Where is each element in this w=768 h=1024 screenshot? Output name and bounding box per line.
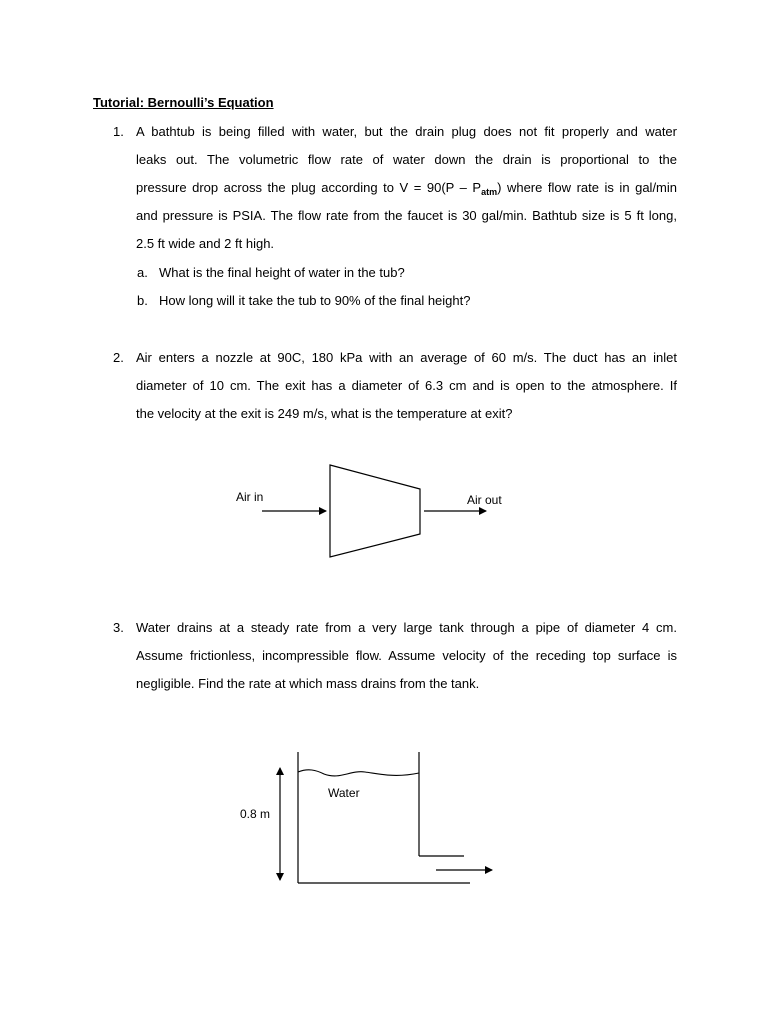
nozzle-shape [330, 465, 420, 557]
question-2-number: 2. [113, 350, 124, 365]
water-label: Water [328, 786, 360, 800]
nozzle-diagram [236, 465, 502, 557]
question-3-line-3: negligible. Find the rate at which mass drains from the tank. [136, 676, 480, 691]
tank-diagram [240, 752, 492, 883]
question-1a-text: What is the final height of water in the tub? [159, 265, 405, 280]
page-title: Tutorial: Bernoulli’s Equation [93, 95, 274, 110]
question-2-line-3: the velocity at the exit is 249 m/s, what is the temperature at exit? [136, 406, 513, 421]
question-1-line-1: A bathtub is being filled with water, but the drain plug does not fit properly and water [136, 124, 677, 139]
question-1-line-5: 2.5 ft wide and 2 ft high. [136, 236, 275, 251]
question-1-line-3-suffix: ) where flow rate is in gal/min [497, 180, 677, 195]
question-1b-label: b. [137, 293, 148, 308]
water-surface-wave [298, 770, 419, 776]
question-1b-text: How long will it take the tub to 90% of the final height? [159, 293, 471, 308]
question-3-line-2: Assume frictionless, incompressible flow. Assume velocity of the receding top surface is [136, 648, 677, 663]
question-1-line-2: leaks out. The volumetric flow rate of water down the drain is proportional to the [136, 152, 677, 167]
question-3-number: 3. [113, 620, 124, 635]
question-2-line-2: diameter of 10 cm. The exit has a diameter of 6.3 cm and is open to the atmosphere. If [136, 378, 677, 393]
air-in-label: Air in [236, 490, 264, 504]
height-label: 0.8 m [240, 807, 271, 821]
question-1-line-4: and pressure is PSIA. The flow rate from the faucet is 30 gal/min. Bathtub size is 5 ft long, [136, 208, 677, 223]
question-1a-label: a. [137, 265, 148, 280]
question-1-line-3-prefix: pressure drop across the plug according to V = 90(P – P [136, 180, 482, 195]
question-3-line-1: Water drains at a steady rate from a very large tank through a pipe of diameter 4 cm. [136, 620, 677, 635]
p-atm-subscript: atm [481, 187, 498, 197]
question-2-line-1: Air enters a nozzle at 90C, 180 kPa with an average of 60 m/s. The duct has an inlet [136, 350, 677, 365]
air-out-label: Air out [467, 493, 502, 507]
question-1-number: 1. [113, 124, 124, 139]
